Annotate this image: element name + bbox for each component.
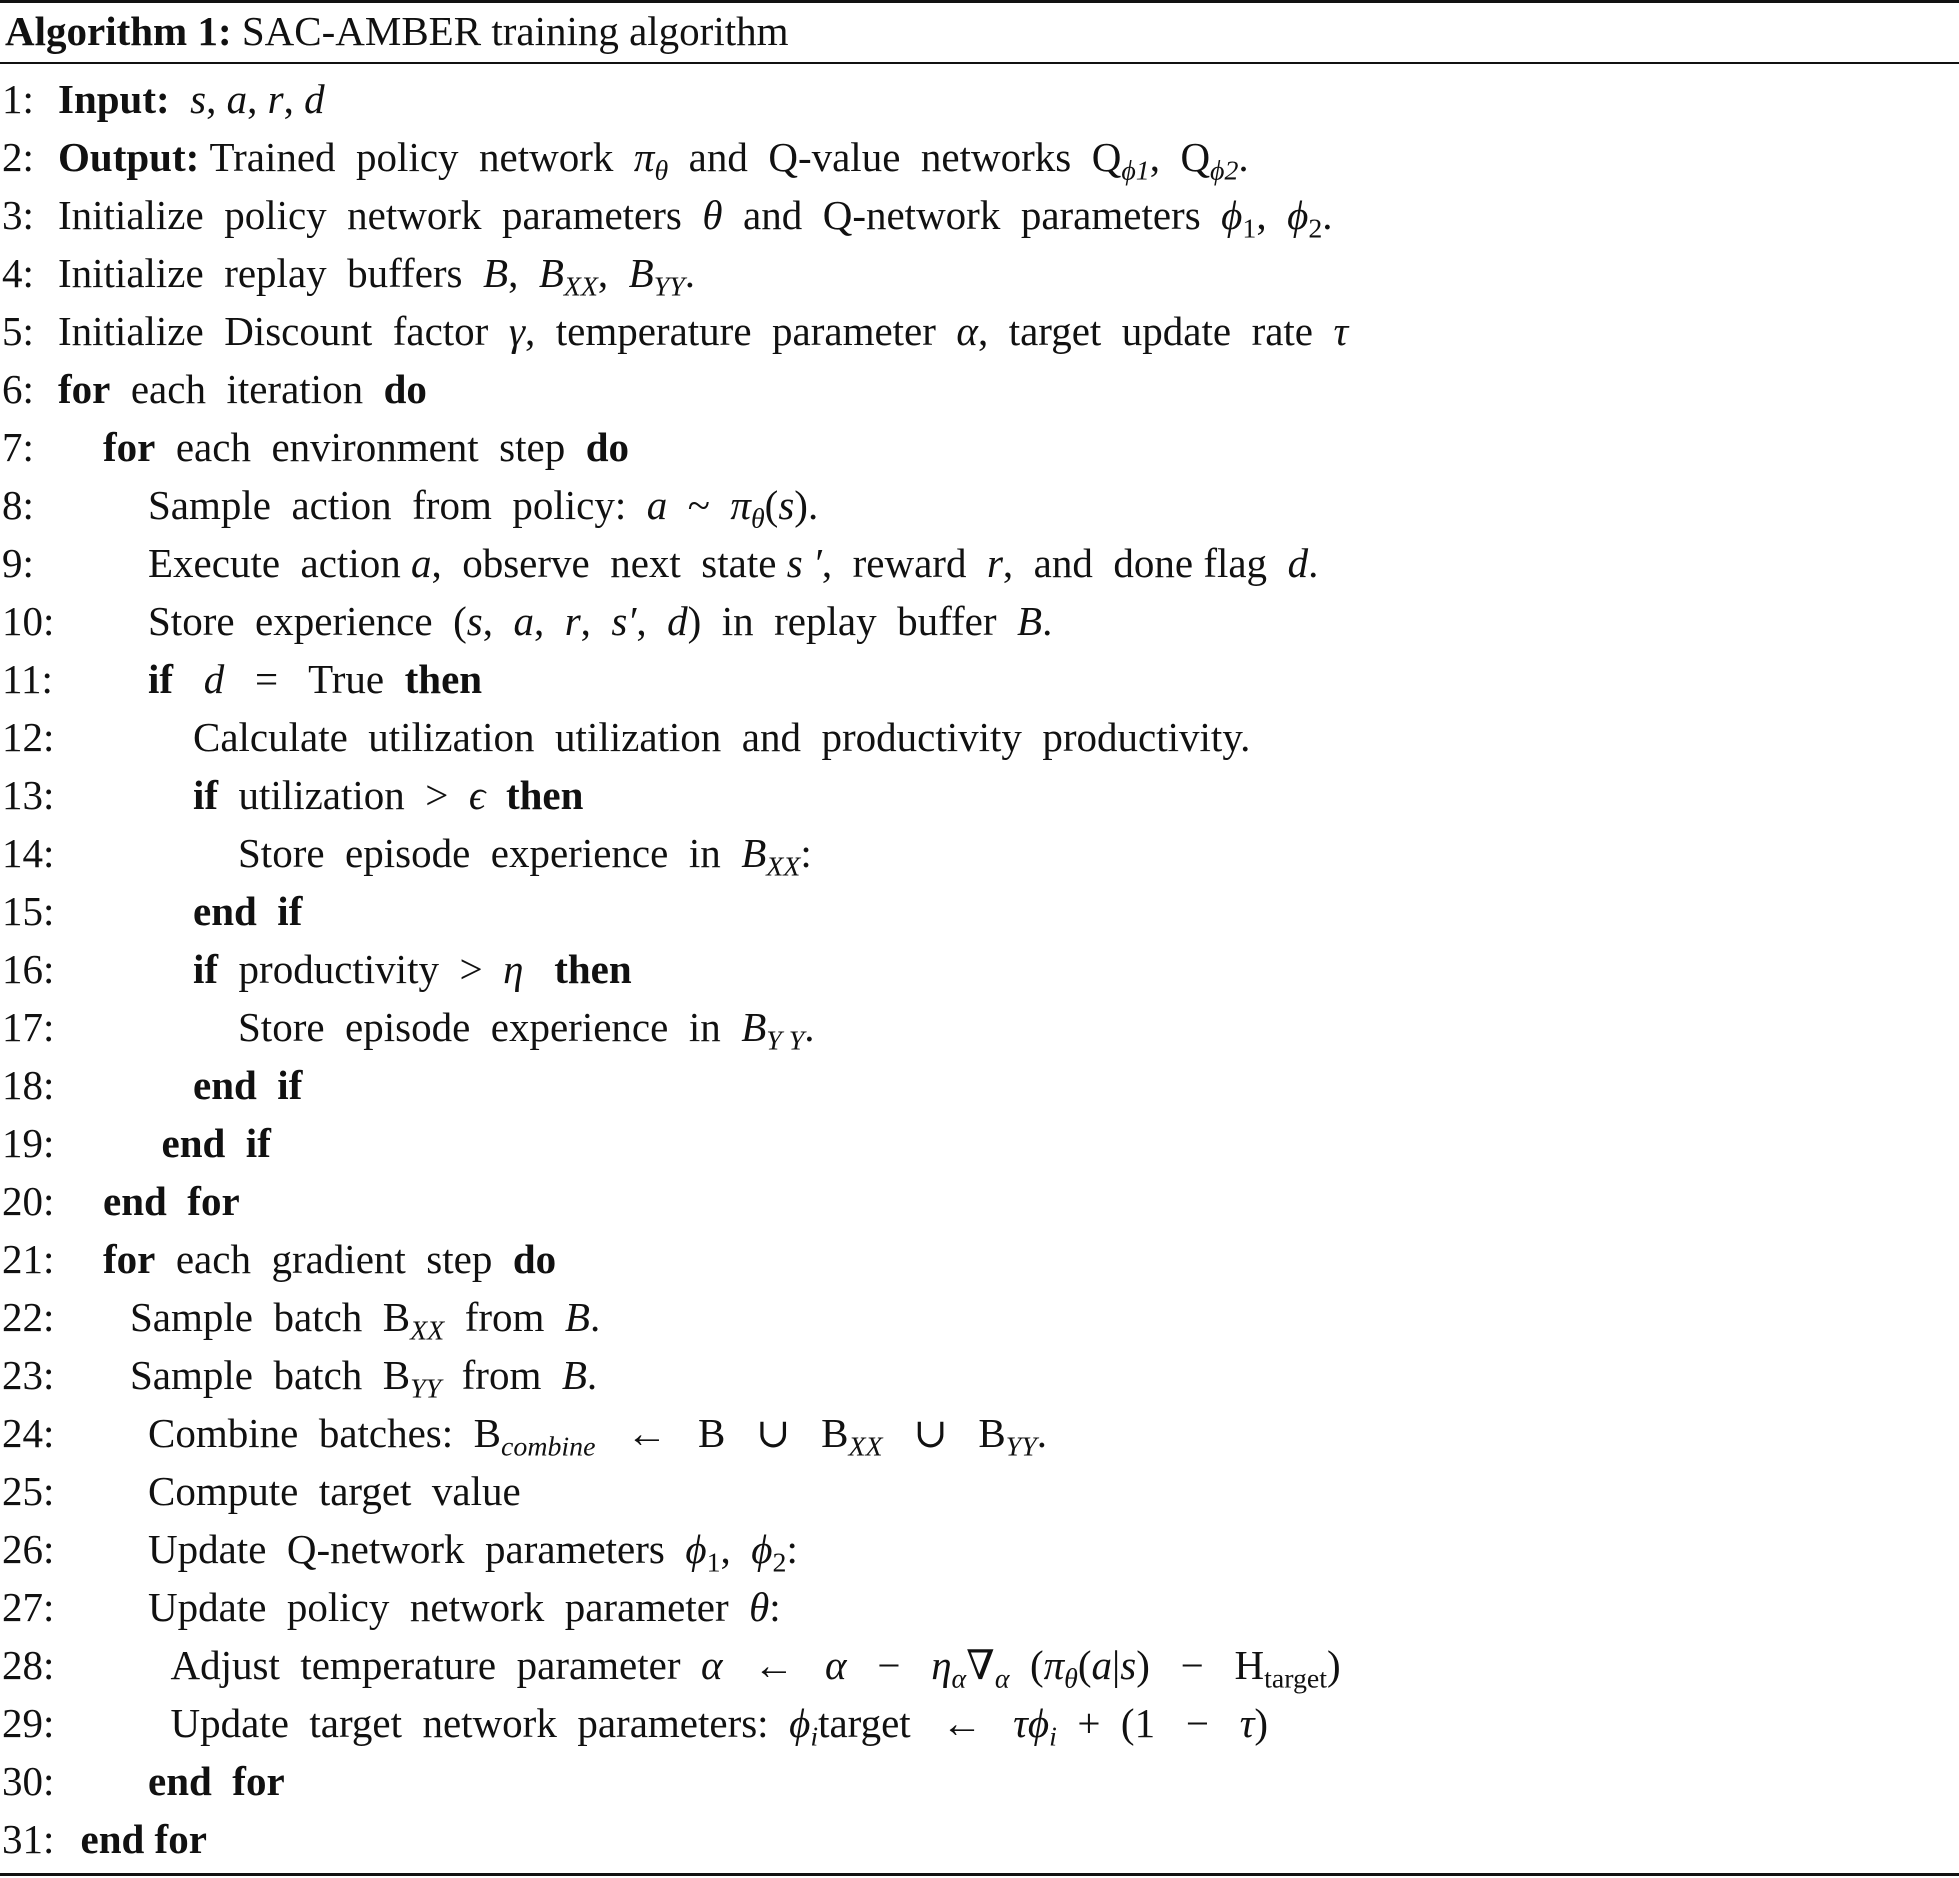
line-number: 30: — [2, 1758, 55, 1804]
line-segment: and Q-network parameters — [722, 192, 1222, 238]
algorithm-name: SAC-AMBER training algorithm — [241, 8, 789, 54]
math-symbol: π — [633, 134, 655, 180]
line-segment: Update policy network parameter — [148, 1584, 750, 1630]
line-segment: , observe next state — [431, 540, 787, 586]
math-symbol: s — [778, 482, 795, 528]
line-text — [148, 477, 818, 533]
line-segment: from — [441, 1352, 562, 1398]
line-segment: and Q-value networks Q — [668, 134, 1122, 180]
line-segment: each gradient step — [155, 1236, 513, 1282]
line-number: 26: — [2, 1526, 55, 1572]
line-text — [148, 535, 1318, 591]
math-symbol: τϕ — [1013, 1700, 1050, 1746]
math-symbol: d — [203, 656, 225, 702]
line-text — [193, 883, 302, 939]
line-segment: . — [1308, 540, 1319, 586]
line-segment: ∪ B — [882, 1410, 1006, 1456]
keyword: if — [148, 656, 174, 702]
line-segment: ) — [1254, 1700, 1269, 1746]
subscript: XX — [563, 271, 598, 303]
algorithm-line — [0, 1811, 1959, 1867]
algorithm-line — [0, 535, 1959, 591]
line-number: 11: — [2, 656, 53, 702]
keyword: then — [554, 946, 632, 992]
line-segment: = True — [224, 656, 405, 702]
math-symbol: d — [667, 598, 688, 644]
line-segment: , reward — [821, 540, 987, 586]
keyword: end if — [161, 1120, 271, 1166]
subscript: 2 — [772, 1547, 787, 1579]
algorithm-line — [0, 1463, 1959, 1519]
line-segment: . — [1322, 192, 1333, 238]
keyword: if — [193, 946, 219, 992]
line-segment: . — [1042, 598, 1053, 644]
algorithm-line — [0, 1637, 1959, 1693]
algorithm-line — [0, 883, 1959, 939]
math-symbol: ϕ — [751, 1526, 773, 1572]
line-segment: ( — [764, 482, 779, 528]
line-segment: : — [786, 1526, 798, 1572]
algorithm-line — [0, 1057, 1959, 1113]
line-text — [103, 1231, 556, 1287]
subscript: XX — [766, 851, 801, 883]
algorithm-line — [0, 999, 1959, 1055]
line-segment — [485, 772, 506, 818]
keyword: end if — [193, 1062, 303, 1108]
line-number: 18: — [2, 1062, 55, 1108]
line-text — [148, 651, 482, 707]
math-symbol: B — [741, 1004, 767, 1050]
algorithm-title — [5, 4, 789, 59]
math-symbol: r — [986, 540, 1003, 586]
line-number: 23: — [2, 1352, 55, 1398]
line-segment: Execute action — [148, 540, 411, 586]
line-segment: , — [1256, 192, 1288, 238]
math-symbol: η — [931, 1642, 952, 1688]
algorithm-line — [0, 245, 1959, 301]
algorithm-line — [0, 1231, 1959, 1287]
line-segment: Update Q-network parameters — [148, 1526, 686, 1572]
line-text — [148, 1521, 798, 1577]
math-symbol: ϵ — [468, 772, 486, 818]
math-symbol: B — [741, 830, 767, 876]
line-number: 2: — [2, 134, 34, 180]
keyword: for — [103, 1236, 156, 1282]
subscript: θ — [750, 503, 765, 535]
line-number: 1: — [2, 76, 34, 122]
line-segment: ← — [722, 1642, 826, 1688]
keyword: end if — [193, 888, 303, 934]
line-segment: productivity > — [218, 946, 504, 992]
line-segment: . — [1036, 1410, 1048, 1456]
keyword: Output: — [58, 134, 210, 180]
subscript: target — [1264, 1663, 1328, 1695]
line-text — [58, 361, 427, 417]
line-text — [130, 1289, 600, 1345]
algorithm-line — [0, 767, 1959, 823]
line-segment: , — [720, 1526, 752, 1572]
line-number: 14: — [2, 830, 55, 876]
algorithm-line — [0, 651, 1959, 707]
line-segment: Initialize policy network parameters — [58, 192, 703, 238]
math-symbol: B — [483, 250, 509, 296]
line-text — [58, 303, 1348, 359]
keyword: do — [585, 424, 630, 470]
line-number: 12: — [2, 714, 55, 760]
line-text — [238, 999, 815, 1055]
math-symbol: α — [825, 1642, 847, 1688]
line-segment: , — [206, 76, 227, 122]
subscript: YY — [410, 1373, 442, 1405]
math-symbol: a — [226, 76, 248, 122]
line-text — [171, 1695, 1269, 1751]
line-text — [58, 187, 1333, 243]
subscript: i — [810, 1721, 819, 1753]
keyword: end for — [103, 1178, 240, 1224]
line-segment: , — [283, 76, 305, 122]
line-text — [103, 419, 629, 475]
line-segment: . — [684, 250, 695, 296]
line-number: 8: — [2, 482, 34, 528]
line-segment: target ← — [818, 1700, 1014, 1746]
keyword: Input: — [58, 76, 191, 122]
line-segment: , — [533, 598, 565, 644]
algorithm-line — [0, 941, 1959, 997]
bottom-rule — [0, 1873, 1959, 1876]
line-segment: ) − H — [1136, 1642, 1265, 1688]
algorithm-line — [0, 477, 1959, 533]
line-segment: , and done flag — [1002, 540, 1288, 586]
math-symbol: a — [1091, 1642, 1113, 1688]
line-number: 17: — [2, 1004, 55, 1050]
line-text — [58, 129, 1249, 185]
line-segment: each environment step — [155, 424, 586, 470]
math-symbol: ϕ — [685, 1526, 707, 1572]
subscript: XX — [410, 1315, 445, 1347]
line-segment: Sample batch B — [130, 1352, 411, 1398]
line-segment: ← B ∪ B — [595, 1410, 849, 1456]
math-symbol: ϕ — [1287, 192, 1309, 238]
math-symbol: π — [1043, 1642, 1065, 1688]
line-segment: , Q — [1149, 134, 1211, 180]
algorithm-line — [0, 1753, 1959, 1809]
line-segment: : — [800, 830, 812, 876]
line-segment: ( — [1009, 1642, 1044, 1688]
math-symbol: ϕ — [1221, 192, 1243, 238]
subscript: θ — [654, 155, 669, 187]
math-symbol: s — [1120, 1642, 1137, 1688]
math-symbol: B — [564, 1294, 590, 1340]
line-segment — [173, 656, 204, 702]
line-number: 16: — [2, 946, 55, 992]
subscript: XX — [848, 1431, 883, 1463]
subscript: ϕ1 — [1121, 155, 1150, 187]
line-segment: . — [589, 1294, 601, 1340]
line-segment: , target update rate — [977, 308, 1334, 354]
subscript: ϕ2 — [1210, 155, 1239, 187]
algorithm-line — [0, 1579, 1959, 1635]
line-segment: : — [769, 1584, 781, 1630]
math-symbol: B — [561, 1352, 587, 1398]
algorithm-line — [0, 1289, 1959, 1345]
subscript: combine — [501, 1431, 596, 1463]
line-segment: Initialize replay buffers — [58, 250, 484, 296]
line-segment: , — [580, 598, 612, 644]
line-segment: + (1 − — [1056, 1700, 1240, 1746]
line-segment: , — [508, 250, 539, 296]
subscript: YY — [653, 271, 685, 303]
line-segment: Combine batches: B — [148, 1410, 502, 1456]
math-symbol: B — [628, 250, 654, 296]
math-symbol: s′ — [611, 598, 637, 644]
keyword: then — [404, 656, 483, 702]
keyword: do — [383, 366, 427, 412]
line-segment: | — [1112, 1642, 1121, 1688]
line-text — [193, 709, 1250, 765]
subscript: α — [951, 1663, 967, 1695]
line-segment: ) in replay buffer — [687, 598, 1018, 644]
keyword: then — [505, 772, 584, 818]
math-symbol: B — [538, 250, 564, 296]
line-segment: Initialize Discount factor — [58, 308, 509, 354]
line-segment: . — [804, 1004, 815, 1050]
line-text — [148, 1463, 521, 1519]
line-text — [81, 1811, 207, 1867]
algorithm-line — [0, 129, 1959, 185]
math-symbol: τ — [1333, 308, 1349, 354]
line-number: 28: — [2, 1642, 55, 1688]
title-rule — [0, 62, 1959, 64]
line-segment: . — [1238, 134, 1249, 180]
line-number: 6: — [2, 366, 34, 412]
line-segment: Sample batch B — [130, 1294, 411, 1340]
math-symbol: d — [1287, 540, 1309, 586]
keyword: end for — [148, 1758, 285, 1804]
line-text — [193, 767, 583, 823]
line-segment: Sample action from policy: — [148, 482, 647, 528]
line-text — [171, 1637, 1341, 1693]
subscript: θ — [1064, 1663, 1078, 1695]
line-segment: ) — [1327, 1642, 1341, 1688]
top-rule — [0, 0, 1959, 3]
line-number: 19: — [2, 1120, 55, 1166]
line-segment: Update target network parameters: — [170, 1700, 790, 1746]
math-symbol: d — [304, 76, 325, 122]
algorithm-line — [0, 361, 1959, 417]
line-segment: , — [247, 76, 268, 122]
algorithm-line — [0, 1115, 1959, 1171]
math-symbol: ϕ — [789, 1700, 811, 1746]
line-number: 22: — [2, 1294, 55, 1340]
algorithm-line — [0, 71, 1959, 127]
math-symbol: π — [730, 482, 751, 528]
subscript: YY — [1005, 1431, 1037, 1463]
line-segment: Compute target value — [148, 1468, 521, 1514]
line-segment: ( — [1077, 1642, 1092, 1688]
keyword: for — [58, 366, 111, 412]
subscript: α — [994, 1663, 1010, 1695]
line-number: 20: — [2, 1178, 55, 1224]
math-symbol: s ′ — [786, 540, 822, 586]
algorithm-line — [0, 825, 1959, 881]
line-text — [103, 1173, 240, 1229]
math-symbol: r — [564, 598, 581, 644]
line-text — [148, 1579, 781, 1635]
algorithm-label: Algorithm 1: — [5, 8, 232, 54]
math-symbol: a — [646, 482, 668, 528]
math-symbol: a — [410, 540, 432, 586]
line-segment: . — [586, 1352, 598, 1398]
line-segment: ∇ — [966, 1642, 995, 1688]
algorithm-line — [0, 1405, 1959, 1461]
subscript: i — [1049, 1721, 1057, 1753]
math-symbol: a — [513, 598, 534, 644]
subscript: 2 — [1308, 213, 1323, 245]
line-number: 31: — [2, 1816, 55, 1862]
line-text — [238, 825, 812, 881]
line-segment: ~ — [667, 482, 731, 528]
line-segment: − — [846, 1642, 932, 1688]
line-number: 21: — [2, 1236, 55, 1282]
line-segment: ). — [794, 482, 819, 528]
line-segment — [523, 946, 554, 992]
math-symbol: θ — [749, 1584, 770, 1630]
math-symbol: τ — [1239, 1700, 1255, 1746]
line-segment: Store experience ( — [148, 598, 467, 644]
math-symbol: B — [1017, 598, 1043, 644]
keyword: if — [193, 772, 219, 818]
line-segment: , — [482, 598, 514, 644]
algorithm-line — [0, 419, 1959, 475]
math-symbol: α — [701, 1642, 723, 1688]
math-symbol: α — [956, 308, 978, 354]
line-text — [148, 593, 1052, 649]
line-text — [193, 941, 632, 997]
line-segment: utilization > — [218, 772, 469, 818]
algorithm-line — [0, 303, 1959, 359]
line-number: 5: — [2, 308, 34, 354]
line-number: 9: — [2, 540, 34, 586]
line-segment: from — [444, 1294, 565, 1340]
line-number: 10: — [2, 598, 55, 644]
line-segment: Store episode experience in — [238, 830, 742, 876]
math-symbol: γ — [508, 308, 525, 354]
line-text — [193, 1057, 302, 1113]
line-segment: Trained policy network — [209, 134, 634, 180]
line-number: 7: — [2, 424, 34, 470]
keyword: for — [103, 424, 156, 470]
keyword: end for — [80, 1816, 207, 1862]
math-symbol: s — [190, 76, 207, 122]
line-segment: Store episode experience in — [238, 1004, 742, 1050]
line-text — [148, 1753, 285, 1809]
math-symbol: η — [503, 946, 524, 992]
line-number: 3: — [2, 192, 34, 238]
line-text — [58, 245, 695, 301]
subscript: 1 — [706, 1547, 721, 1579]
line-text — [148, 1405, 1047, 1461]
line-text — [130, 1347, 597, 1403]
line-number: 25: — [2, 1468, 55, 1514]
subscript: 1 — [1242, 213, 1257, 245]
line-number: 4: — [2, 250, 34, 296]
line-number: 27: — [2, 1584, 55, 1630]
algorithm-line — [0, 1695, 1959, 1751]
line-text — [162, 1115, 271, 1171]
algorithm-line — [0, 709, 1959, 765]
math-symbol: s — [466, 598, 483, 644]
line-number: 29: — [2, 1700, 55, 1746]
math-symbol: θ — [702, 192, 723, 238]
subscript: Y Y — [766, 1025, 805, 1057]
line-number: 15: — [2, 888, 55, 934]
keyword: do — [512, 1236, 557, 1282]
algorithm-line — [0, 187, 1959, 243]
line-number: 13: — [2, 772, 55, 818]
algorithm-line — [0, 1173, 1959, 1229]
line-segment: , temperature parameter — [525, 308, 957, 354]
line-segment: Calculate utilization utilization and productivity productivity. — [193, 714, 1251, 760]
line-number: 24: — [2, 1410, 55, 1456]
algorithm-line — [0, 1347, 1959, 1403]
line-segment: each iteration — [110, 366, 384, 412]
line-segment: Adjust temperature parameter — [170, 1642, 701, 1688]
math-symbol: r — [267, 76, 284, 122]
algorithm-line — [0, 593, 1959, 649]
line-text — [58, 71, 325, 127]
line-segment: , — [597, 250, 629, 296]
algorithm-line — [0, 1521, 1959, 1577]
line-segment: , — [636, 598, 668, 644]
